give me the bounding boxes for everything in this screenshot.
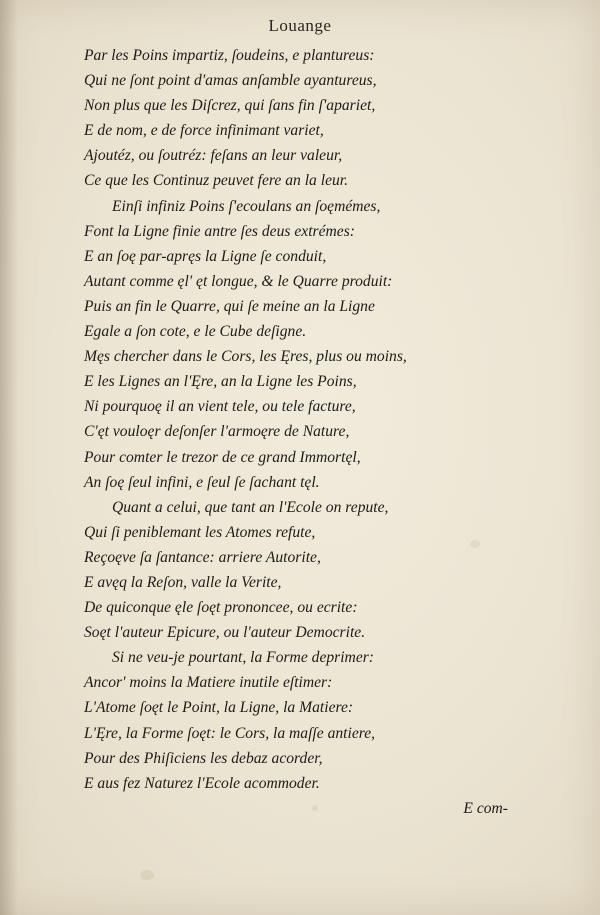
verse-line: E aus fez Naturez l'Ecole acommoder. (84, 774, 320, 792)
verse-line: Qui ne ſont point d'amas anſamble ayantureus, (84, 72, 377, 90)
verse-line: Soęt l'auteur Epicure, ou l'auteur Democrite. (84, 624, 366, 642)
verse-block (84, 43, 574, 796)
verse-line: E avęq la Reſon, valle la Verite, (84, 573, 282, 591)
paper-stain (312, 805, 318, 811)
verse-line: Font la Ligne finie antre ſes deus extrémes: (84, 222, 355, 240)
verse-line: Quant a celui, que tant an l'Ecole on repute, (112, 498, 389, 516)
verse-line: Non plus que les Diſcrez, qui ſans fin ſ'apariet, (84, 97, 376, 115)
verse-line: Par les Poins impartiz, ſoudeins, e plantureus: (84, 47, 375, 64)
page-gutter-shadow (0, 0, 18, 915)
verse-line: Egale a ſon cote, e le Cube deſigne. (84, 323, 307, 341)
verse-line: Autant comme ęl' ęt longue, & le Quarre produit: (84, 272, 393, 290)
verse-line: Męs chercher dans le Cors, les Ęres, plus ou moins, (84, 348, 407, 366)
verse-line: Si ne veu-je pourtant, la Forme deprimer: (112, 649, 375, 667)
verse-line: C'ęt vouloęr deſonſer l'armoęre de Nature, (84, 423, 350, 441)
verse-line: E an ſoę par-apręs la Ligne ſe conduit, (84, 247, 327, 265)
verse-line: De quiconque ęle ſoęt prononcee, ou ecrite: (84, 599, 358, 617)
verse-line: E les Lignes an l'Ęre, an la Ligne les Poins, (84, 373, 357, 391)
running-title: Louange (268, 16, 332, 35)
verse-line: An ſoę ſeul infini, e ſeul ſe ſachant tęl. (84, 473, 320, 491)
verse-line: Ni pourquoę il an vient tele, ou tele facture, (84, 398, 356, 416)
verse-line: Ancor' moins la Matiere inutile eſtimer: (84, 674, 333, 692)
catchword: E com- (463, 800, 508, 817)
verse-line: Pour comter le trezor de ce grand Immortęl, (84, 448, 361, 466)
verse-line: L'Atome ſoęt le Point, la Ligne, la Matiere: (84, 699, 354, 717)
verse-line: Qui ſi peniblemant les Atomes refute, (84, 523, 316, 541)
verse-line: Pour des Phiſiciens les debaz acorder, (84, 749, 323, 767)
verse-line: L'Ęre, la Forme ſoęt: le Cors, la maſſe antiere, (84, 724, 376, 742)
verse-line: Reçoęve ſa ſantance: arriere Autorite, (84, 548, 321, 566)
verse-line: Puis an fin le Quarre, qui ſe meine an la Ligne (84, 297, 375, 315)
verse-line: Einſi infiniz Poins ſ'ecoulans an ſoęmémes, (112, 197, 381, 215)
verse-line: Ajoutéz, ou ſoutréz: feſans an leur valeur, (84, 147, 343, 165)
verse-line: Ce que les Continuz peuvet fere an la leur. (84, 172, 349, 190)
paper-stain (140, 870, 154, 880)
verse-line: E de nom, e de force infinimant variet, (84, 122, 324, 140)
